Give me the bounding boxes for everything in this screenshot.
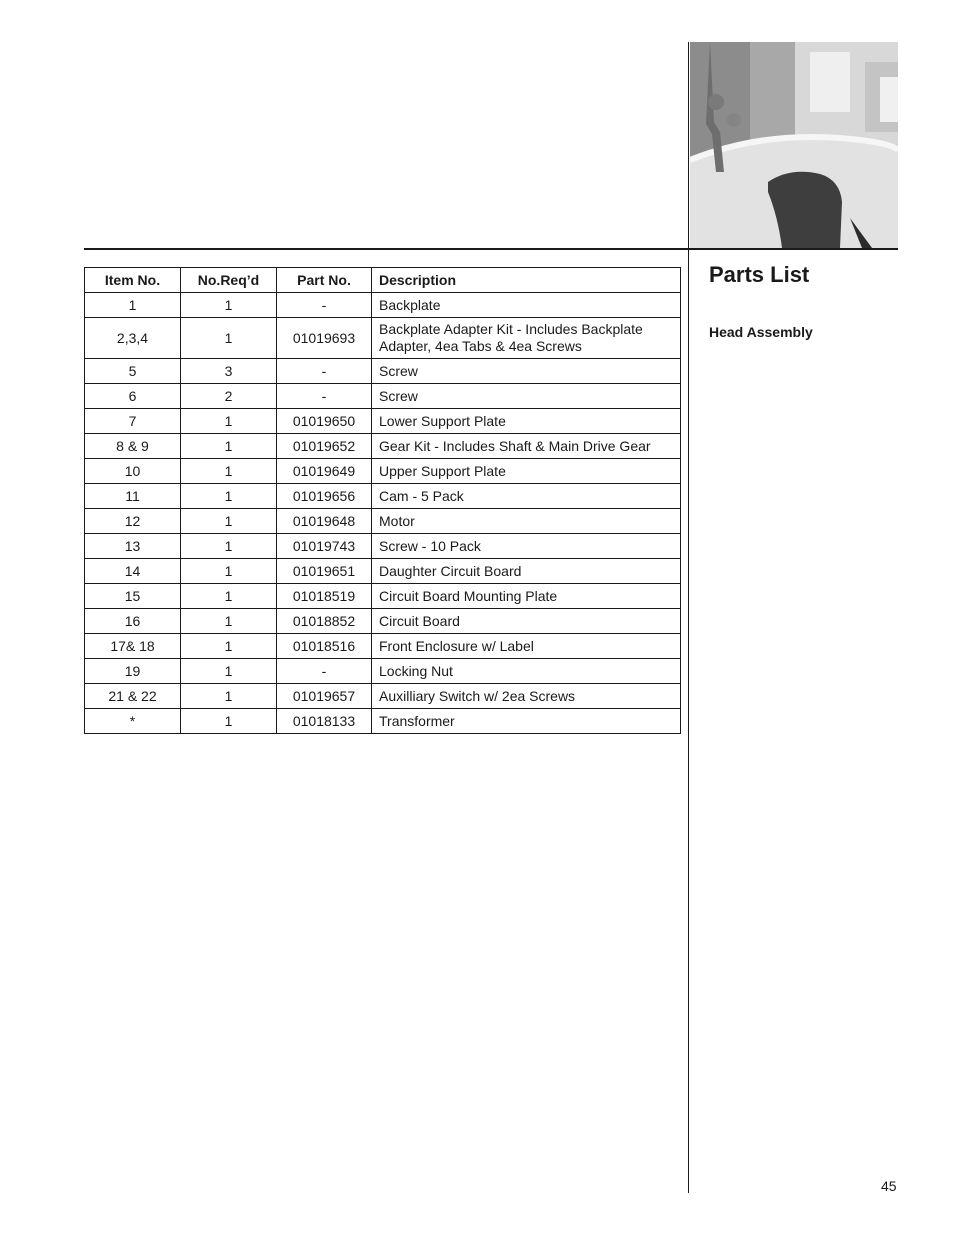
table-row xyxy=(85,409,681,434)
table-body xyxy=(85,293,681,734)
cell-part-no: 01018519 xyxy=(277,584,372,609)
cell-part-no: 01019657 xyxy=(277,684,372,709)
bathtub-photo-icon xyxy=(690,42,898,248)
cell-item-no: 11 xyxy=(85,484,181,509)
cell-part-no: 01019649 xyxy=(277,459,372,484)
cell-item-no: 10 xyxy=(85,459,181,484)
table-row xyxy=(85,559,681,584)
cell-no-reqd: 1 xyxy=(181,559,277,584)
cell-no-reqd: 1 xyxy=(181,609,277,634)
cell-item-no: 16 xyxy=(85,609,181,634)
cell-item-no: 8 & 9 xyxy=(85,434,181,459)
cell-no-reqd: 1 xyxy=(181,509,277,534)
bathtub-photo xyxy=(690,42,898,248)
column-header-item-no: Item No. xyxy=(85,268,181,293)
page-number: 45 xyxy=(881,1178,897,1194)
cell-part-no: 01018133 xyxy=(277,709,372,734)
table-header-row xyxy=(85,268,681,293)
table-row xyxy=(85,293,681,318)
cell-description: Auxilliary Switch w/ 2ea Screws xyxy=(372,684,681,709)
table-row xyxy=(85,384,681,409)
cell-item-no: 14 xyxy=(85,559,181,584)
table-row xyxy=(85,609,681,634)
cell-part-no: - xyxy=(277,293,372,318)
table-row xyxy=(85,459,681,484)
cell-no-reqd: 3 xyxy=(181,359,277,384)
cell-no-reqd: 1 xyxy=(181,318,277,359)
cell-description: Screw - 10 Pack xyxy=(372,534,681,559)
cell-item-no: * xyxy=(85,709,181,734)
cell-part-no: 01019648 xyxy=(277,509,372,534)
cell-no-reqd: 2 xyxy=(181,384,277,409)
table-row xyxy=(85,484,681,509)
cell-no-reqd: 1 xyxy=(181,709,277,734)
table-row xyxy=(85,584,681,609)
cell-description: Lower Support Plate xyxy=(372,409,681,434)
column-header-no-reqd: No.Req’d xyxy=(181,268,277,293)
cell-item-no: 21 & 22 xyxy=(85,684,181,709)
column-header-description: Description xyxy=(372,268,681,293)
cell-item-no: 7 xyxy=(85,409,181,434)
cell-part-no: 01019693 xyxy=(277,318,372,359)
cell-part-no: 01019651 xyxy=(277,559,372,584)
cell-no-reqd: 1 xyxy=(181,293,277,318)
cell-description: Gear Kit - Includes Shaft & Main Drive Gear xyxy=(372,434,681,459)
cell-no-reqd: 1 xyxy=(181,409,277,434)
cell-description: Backplate xyxy=(372,293,681,318)
column-header-part-no: Part No. xyxy=(277,268,372,293)
parts-table xyxy=(84,267,681,734)
cell-part-no: - xyxy=(277,659,372,684)
cell-part-no: 01018516 xyxy=(277,634,372,659)
table-row xyxy=(85,659,681,684)
cell-part-no: 01018852 xyxy=(277,609,372,634)
table-row xyxy=(85,434,681,459)
cell-no-reqd: 1 xyxy=(181,584,277,609)
cell-item-no: 1 xyxy=(85,293,181,318)
cell-description: Transformer xyxy=(372,709,681,734)
cell-item-no: 19 xyxy=(85,659,181,684)
cell-description: Locking Nut xyxy=(372,659,681,684)
cell-description: Daughter Circuit Board xyxy=(372,559,681,584)
cell-no-reqd: 1 xyxy=(181,659,277,684)
table-row xyxy=(85,318,681,359)
cell-item-no: 5 xyxy=(85,359,181,384)
table-row xyxy=(85,509,681,534)
cell-description: Circuit Board xyxy=(372,609,681,634)
cell-description: Screw xyxy=(372,359,681,384)
cell-no-reqd: 1 xyxy=(181,434,277,459)
header-rule xyxy=(84,248,898,250)
cell-part-no: - xyxy=(277,359,372,384)
cell-part-no: 01019650 xyxy=(277,409,372,434)
cell-part-no: - xyxy=(277,384,372,409)
cell-part-no: 01019652 xyxy=(277,434,372,459)
cell-description: Circuit Board Mounting Plate xyxy=(372,584,681,609)
page-title: Parts List xyxy=(709,262,810,287)
cell-part-no: 01019743 xyxy=(277,534,372,559)
cell-item-no: 13 xyxy=(85,534,181,559)
cell-no-reqd: 1 xyxy=(181,634,277,659)
cell-no-reqd: 1 xyxy=(181,684,277,709)
table-row xyxy=(85,359,681,384)
sidebar-rule xyxy=(688,42,689,1193)
cell-item-no: 6 xyxy=(85,384,181,409)
cell-no-reqd: 1 xyxy=(181,484,277,509)
table-row xyxy=(85,709,681,734)
cell-description: Upper Support Plate xyxy=(372,459,681,484)
cell-item-no: 2,3,4 xyxy=(85,318,181,359)
cell-description: Front Enclosure w/ Label xyxy=(372,634,681,659)
cell-item-no: 17& 18 xyxy=(85,634,181,659)
table-row xyxy=(85,684,681,709)
cell-description: Screw xyxy=(372,384,681,409)
cell-part-no: 01019656 xyxy=(277,484,372,509)
cell-no-reqd: 1 xyxy=(181,534,277,559)
cell-description: Backplate Adapter Kit - Includes Backplate Adapter, 4ea Tabs & 4ea Screws xyxy=(372,318,681,359)
cell-description: Motor xyxy=(372,509,681,534)
cell-item-no: 12 xyxy=(85,509,181,534)
table-row xyxy=(85,534,681,559)
table-row xyxy=(85,634,681,659)
cell-item-no: 15 xyxy=(85,584,181,609)
section-subtitle: Head Assembly xyxy=(709,324,813,340)
cell-description: Cam - 5 Pack xyxy=(372,484,681,509)
cell-no-reqd: 1 xyxy=(181,459,277,484)
